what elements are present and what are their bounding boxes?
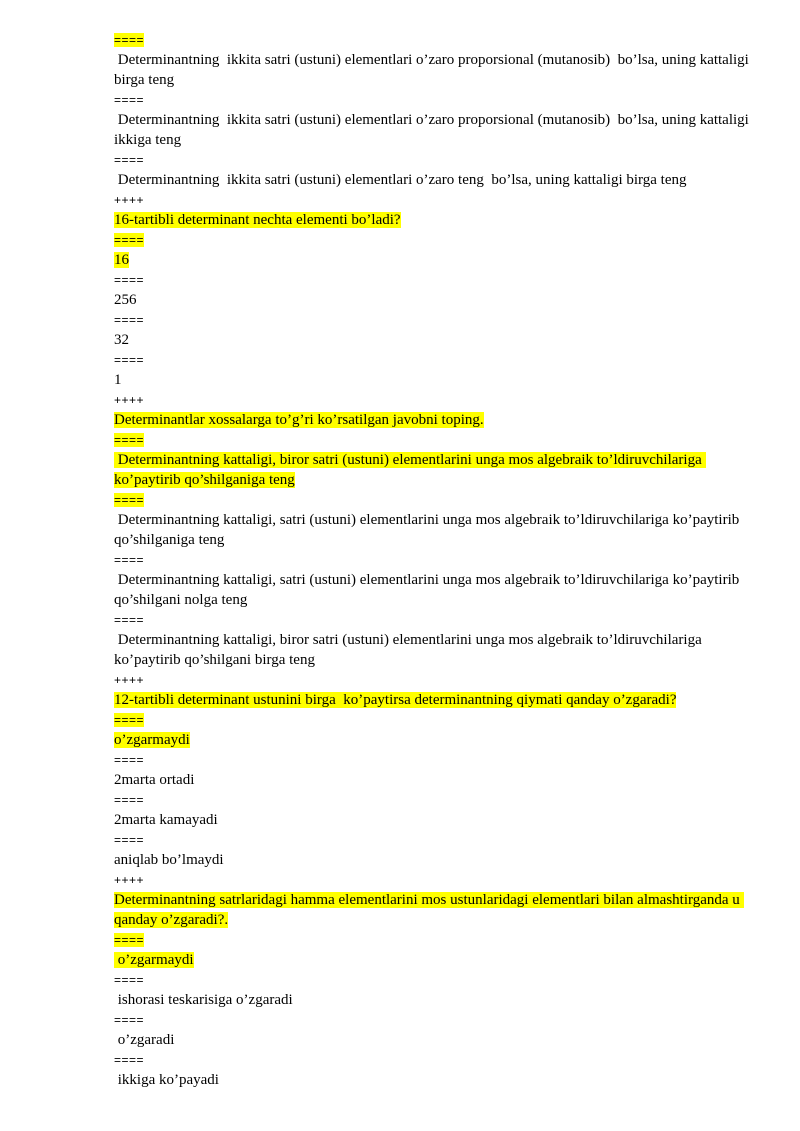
line-text: 12-tartibli determinant ustunini birga ko’paytirsa determinantning qiymati qanday o’zgaradi? xyxy=(114,692,677,708)
line-text: o’zgarmaydi xyxy=(114,732,190,748)
line-text: Determinantning satrlaridagi hamma elementlarini mos ustunlaridagi elementlari bilan almashtirganda u qanday o’zgaradi?. xyxy=(114,892,744,928)
document-line xyxy=(114,570,754,610)
document-line xyxy=(114,410,754,430)
answer-separator xyxy=(114,550,754,570)
answer-separator xyxy=(114,90,754,110)
question-separator xyxy=(114,190,754,210)
line-text: o’zgarmaydi xyxy=(114,952,194,968)
answer-separator xyxy=(114,490,754,510)
test-document xyxy=(114,30,754,1090)
answer-separator xyxy=(114,970,754,990)
line-text: Determinantning kattaligi, biror satri (ustuni) elementlarini unga mos algebraik to’ldiruvchilariga ko’paytirib qo’shilganiga teng xyxy=(114,452,706,488)
question-separator xyxy=(114,870,754,890)
line-text: 16 xyxy=(114,252,129,268)
document-line xyxy=(114,810,754,830)
separator-text: ==== xyxy=(114,313,145,327)
separator-text: ++++ xyxy=(114,393,145,407)
separator-text: ==== xyxy=(114,153,145,167)
document-line xyxy=(114,170,754,190)
document-line xyxy=(114,510,754,550)
line-text: Determinantning ikkita satri (ustuni) elementlari o’zaro teng bo’lsa, uning kattaligi birga teng xyxy=(114,172,687,188)
line-text: Determinantning kattaligi, satri (ustuni) elementlarini unga mos algebraik to’ldiruvchilariga ko’paytirib qo’shilgani nolga teng xyxy=(114,572,743,608)
answer-separator xyxy=(114,830,754,850)
line-text: 256 xyxy=(114,292,137,308)
separator-text: ==== xyxy=(114,553,145,567)
question-separator xyxy=(114,670,754,690)
separator-text: ==== xyxy=(114,713,145,727)
answer-separator xyxy=(114,750,754,770)
document-line xyxy=(114,330,754,350)
answer-separator xyxy=(114,930,754,950)
separator-text: ==== xyxy=(114,433,145,447)
answer-separator xyxy=(114,610,754,630)
answer-separator xyxy=(114,30,754,50)
answer-separator xyxy=(114,230,754,250)
line-text: 2marta ortadi xyxy=(114,772,195,788)
line-text: ikkiga ko’payadi xyxy=(114,1072,219,1088)
separator-text: ==== xyxy=(114,93,145,107)
document-line xyxy=(114,990,754,1010)
document-line xyxy=(114,770,754,790)
separator-text: ==== xyxy=(114,273,145,287)
document-line xyxy=(114,890,754,930)
document-line xyxy=(114,950,754,970)
line-text: o’zgaradi xyxy=(114,1032,175,1048)
separator-text: ==== xyxy=(114,793,145,807)
document-line xyxy=(114,250,754,270)
answer-separator xyxy=(114,270,754,290)
separator-text: ==== xyxy=(114,613,145,627)
line-text: aniqlab bo’lmaydi xyxy=(114,852,224,868)
document-line xyxy=(114,850,754,870)
line-text: Determinantning ikkita satri (ustuni) elementlari o’zaro proporsional (mutanosib) bo’lsa, uning kattaligi birga teng xyxy=(114,52,753,88)
separator-text: ++++ xyxy=(114,873,145,887)
document-line xyxy=(114,210,754,230)
document-line xyxy=(114,730,754,750)
answer-separator xyxy=(114,710,754,730)
separator-text: ==== xyxy=(114,753,145,767)
separator-text: ==== xyxy=(114,233,145,247)
line-text: Determinantning kattaligi, biror satri (ustuni) elementlarini unga mos algebraik to’ldiruvchilariga ko’paytirib qo’shilgani birga teng xyxy=(114,632,706,668)
line-text: Determinantning ikkita satri (ustuni) elementlari o’zaro proporsional (mutanosib) bo’lsa, uning kattaligi ikkiga teng xyxy=(114,112,753,148)
separator-text: ++++ xyxy=(114,193,145,207)
separator-text: ==== xyxy=(114,1053,145,1067)
document-line xyxy=(114,1070,754,1090)
answer-separator xyxy=(114,350,754,370)
separator-text: ==== xyxy=(114,1013,145,1027)
document-line xyxy=(114,450,754,490)
separator-text: ==== xyxy=(114,493,145,507)
separator-text: ==== xyxy=(114,933,145,947)
line-text: 1 xyxy=(114,372,122,388)
answer-separator xyxy=(114,1050,754,1070)
separator-text: ==== xyxy=(114,973,145,987)
document-line xyxy=(114,630,754,670)
answer-separator xyxy=(114,430,754,450)
document-line xyxy=(114,690,754,710)
line-text: Determinantning kattaligi, satri (ustuni) elementlarini unga mos algebraik to’ldiruvchilariga ko’paytirib qo’shilganiga teng xyxy=(114,512,743,548)
document-line xyxy=(114,370,754,390)
document-line xyxy=(114,290,754,310)
answer-separator xyxy=(114,790,754,810)
answer-separator xyxy=(114,310,754,330)
separator-text: ==== xyxy=(114,353,145,367)
document-line xyxy=(114,1030,754,1050)
document-line xyxy=(114,110,754,150)
answer-separator xyxy=(114,1010,754,1030)
separator-text: ==== xyxy=(114,33,145,47)
question-separator xyxy=(114,390,754,410)
document-line xyxy=(114,50,754,90)
separator-text: ==== xyxy=(114,833,145,847)
line-text: ishorasi teskarisiga o’zgaradi xyxy=(114,992,293,1008)
line-text: Determinantlar xossalarga to’g’ri ko’rsatilgan javobni toping. xyxy=(114,412,484,428)
line-text: 16-tartibli determinant nechta elementi bo’ladi? xyxy=(114,212,401,228)
answer-separator xyxy=(114,150,754,170)
separator-text: ++++ xyxy=(114,673,145,687)
line-text: 32 xyxy=(114,332,129,348)
line-text: 2marta kamayadi xyxy=(114,812,218,828)
